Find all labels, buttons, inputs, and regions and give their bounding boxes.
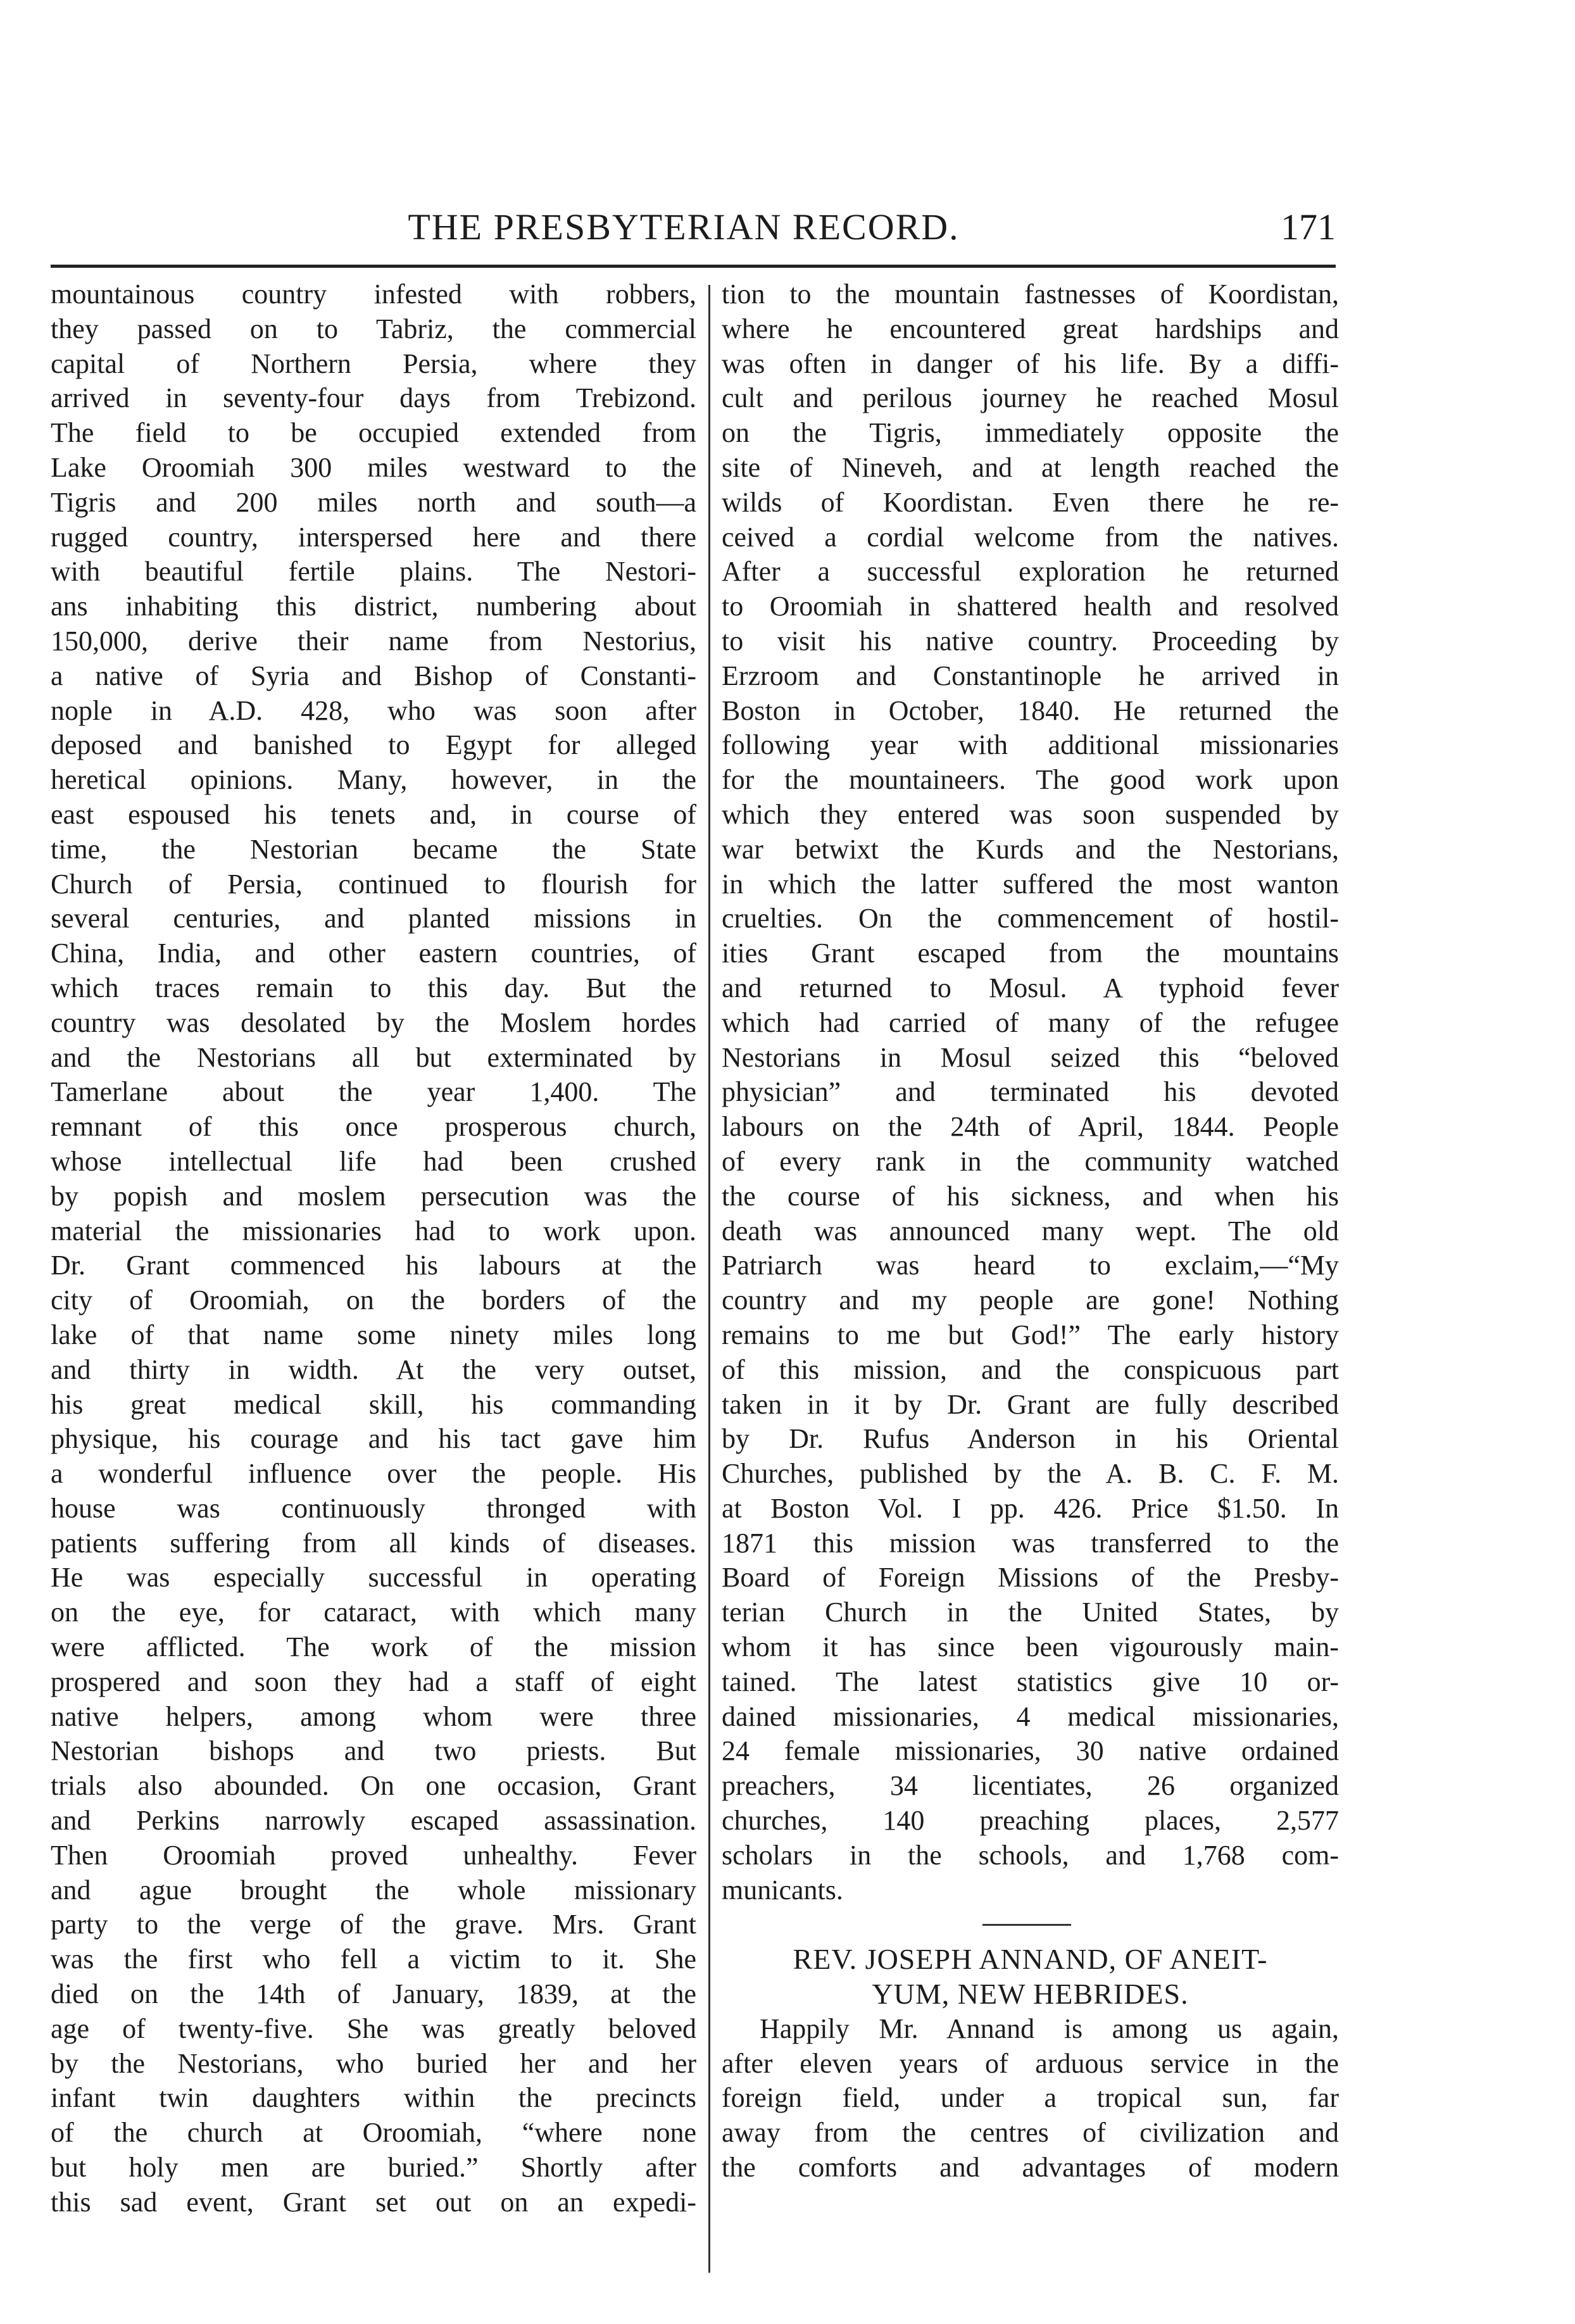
text-line: trials also abounded. On one occasion, Grant xyxy=(51,1770,696,1802)
text-line: war betwixt the Kurds and the Nestorians, xyxy=(722,833,1339,865)
text-line: After a successful exploration he returned xyxy=(722,556,1339,587)
heading-line: REV. JOSEPH ANNAND, OF ANEIT- xyxy=(793,1943,1268,1976)
text-line: terian Church in the United States, by xyxy=(722,1597,1339,1628)
text-line: by Dr. Rufus Anderson in his Oriental xyxy=(722,1423,1339,1455)
text-line: The field to be occupied extended from xyxy=(51,417,696,449)
text-line: on the eye, for cataract, with which many xyxy=(51,1597,696,1628)
text-line: a native of Syria and Bishop of Constanti- xyxy=(51,660,696,691)
text-line: which had carried of many of the refugee xyxy=(722,1007,1339,1038)
text-line: whose intellectual life had been crushed xyxy=(51,1145,696,1177)
article-body xyxy=(722,2012,1339,2185)
text-line: at Boston Vol. I pp. 426. Price $1.50. In xyxy=(722,1492,1339,1524)
text-line: Then Oroomiah proved unhealthy. Fever xyxy=(51,1839,696,1871)
text-line: the comforts and advantages of modern xyxy=(722,2152,1339,2183)
text-line: Erzroom and Constantinople he arrived in xyxy=(722,660,1339,691)
text-line: Dr. Grant commenced his labours at the xyxy=(51,1250,696,1281)
text-line: labours on the 24th of April, 1844. People xyxy=(722,1111,1339,1143)
text-line: He was especially successful in operating xyxy=(51,1562,696,1593)
text-line: Board of Foreign Missions of the Presby- xyxy=(722,1562,1339,1593)
text-line: this sad event, Grant set out on an expedi- xyxy=(51,2186,696,2218)
text-line: ities Grant escaped from the mountains xyxy=(722,938,1339,969)
text-line: of the church at Oroomiah, “where none xyxy=(51,2117,696,2149)
text-line: and Perkins narrowly escaped assassination. xyxy=(51,1805,696,1837)
text-line: was the first who fell a victim to it. She xyxy=(51,1944,696,1975)
text-line: which traces remain to this day. But the xyxy=(51,972,696,1003)
text-line: infant twin daughters within the precincts xyxy=(51,2082,696,2114)
text-line: by popish and moslem persecution was the xyxy=(51,1180,696,1212)
text-line: after eleven years of arduous service in the xyxy=(722,2047,1339,2079)
text-line: a wonderful influence over the people. His xyxy=(51,1458,696,1490)
right-column xyxy=(722,277,1339,2185)
text-line: and the Nestorians all but exterminated by xyxy=(51,1041,696,1073)
left-column xyxy=(51,277,696,2220)
text-line: ans inhabiting this district, numbering about xyxy=(51,591,696,622)
text-line: remnant of this once prosperous church, xyxy=(51,1111,696,1143)
text-line: to Oroomiah in shattered health and resolved xyxy=(722,591,1339,622)
text-line: Patriarch was heard to exclaim,—“My xyxy=(722,1250,1339,1281)
text-line: scholars in the schools, and 1,768 com- xyxy=(722,1839,1339,1871)
text-line: east espoused his tenets and, in course of xyxy=(51,798,696,830)
text-line: Churches, published by the A. B. C. F. M. xyxy=(722,1458,1339,1490)
text-line: municants. xyxy=(722,1874,843,1906)
text-line: of this mission, and the conspicuous part xyxy=(722,1354,1339,1385)
text-line: his great medical skill, his commanding xyxy=(51,1388,696,1420)
text-line: material the missionaries had to work upon. xyxy=(51,1215,696,1247)
text-line: were afflicted. The work of the mission xyxy=(51,1631,696,1663)
text-line: where he encountered great hardships and xyxy=(722,313,1339,344)
text-line: Church of Persia, continued to flourish for xyxy=(51,868,696,900)
text-line: on the Tigris, immediately opposite the xyxy=(722,417,1339,449)
text-line: and returned to Mosul. A typhoid fever xyxy=(722,972,1339,1003)
text-line: preachers, 34 licentiates, 26 organized xyxy=(722,1770,1339,1802)
section-separator-rule xyxy=(722,1907,1339,1942)
text-line: rugged country, interspersed here and there xyxy=(51,521,696,553)
heading-line: YUM, NEW HEBRIDES. xyxy=(872,1978,1189,2011)
text-line: Nestorians in Mosul seized this “beloved xyxy=(722,1041,1339,1073)
text-line: ceived a cordial welcome from the natives. xyxy=(722,521,1339,553)
text-line: Nestorian bishops and two priests. But xyxy=(51,1735,696,1767)
text-line: tion to the mountain fastnesses of Koordistan, xyxy=(722,279,1339,310)
text-line: and thirty in width. At the very outset, xyxy=(51,1354,696,1385)
text-line: which they entered was soon suspended by xyxy=(722,798,1339,830)
article-continuation xyxy=(722,277,1339,1907)
text-line: arrived in seventy-four days from Trebizond. xyxy=(51,382,696,414)
text-line: foreign field, under a tropical sun, far xyxy=(722,2082,1339,2114)
text-line: by the Nestorians, who buried her and her xyxy=(51,2047,696,2079)
text-line: Tamerlane about the year 1,400. The xyxy=(51,1076,696,1108)
text-line: cult and perilous journey he reached Mosul xyxy=(722,382,1339,414)
running-head-title: THE PRESBYTERIAN RECORD. xyxy=(408,206,960,248)
text-line: time, the Nestorian became the State xyxy=(51,833,696,865)
text-line: city of Oroomiah, on the borders of the xyxy=(51,1284,696,1316)
text-line: away from the centres of civilization and xyxy=(722,2117,1339,2149)
text-line: whom it has since been vigourously main- xyxy=(722,1631,1339,1663)
text-line: in which the latter suffered the most wanton xyxy=(722,868,1339,900)
text-line: country and my people are gone! Nothing xyxy=(722,1284,1339,1316)
text-line: lake of that name some ninety miles long xyxy=(51,1319,696,1350)
text-line: Boston in October, 1840. He returned the xyxy=(722,694,1339,726)
text-line: native helpers, among whom were three xyxy=(51,1700,696,1732)
text-line: tained. The latest statistics give 10 or- xyxy=(722,1666,1339,1697)
text-line: taken in it by Dr. Grant are fully described xyxy=(722,1388,1339,1420)
text-line: Lake Oroomiah 300 miles westward to the xyxy=(51,451,696,483)
text-line: churches, 140 preaching places, 2,577 xyxy=(722,1805,1339,1837)
text-line: the course of his sickness, and when his xyxy=(722,1180,1339,1212)
text-line: nople in A.D. 428, who was soon after xyxy=(51,694,696,726)
article-heading xyxy=(722,1942,1339,2012)
header-rule xyxy=(51,265,1336,268)
column-divider xyxy=(708,285,710,2273)
text-line: party to the verge of the grave. Mrs. Grant xyxy=(51,1909,696,1940)
text-line: wilds of Koordistan. Even there he re- xyxy=(722,486,1339,518)
text-line: Tigris and 200 miles north and south—a xyxy=(51,486,696,518)
text-line: China, India, and other eastern countries, of xyxy=(51,938,696,969)
text-line: was often in danger of his life. By a diffi- xyxy=(722,348,1339,379)
text-line: 150,000, derive their name from Nestorius, xyxy=(51,625,696,656)
text-line: capital of Northern Persia, where they xyxy=(51,348,696,379)
text-line: death was announced many wept. The old xyxy=(722,1215,1339,1247)
text-line: but holy men are buried.” Shortly after xyxy=(51,2152,696,2183)
text-line: and ague brought the whole missionary xyxy=(51,1874,696,1906)
text-line: physician” and terminated his devoted xyxy=(722,1076,1339,1108)
text-line: Happily Mr. Annand is among us again, xyxy=(760,2013,1339,2044)
text-line: with beautiful fertile plains. The Nestori- xyxy=(51,556,696,587)
text-line: remains to me but God!” The early history xyxy=(722,1319,1339,1350)
text-line: cruelties. On the commencement of hostil- xyxy=(722,903,1339,934)
text-line: to visit his native country. Proceeding by xyxy=(722,625,1339,656)
text-line: patients suffering from all kinds of diseases. xyxy=(51,1527,696,1559)
text-line: country was desolated by the Moslem hordes xyxy=(51,1007,696,1038)
text-line: physique, his courage and his tact gave him xyxy=(51,1423,696,1455)
text-line: following year with additional missionaries xyxy=(722,729,1339,761)
text-line: of every rank in the community watched xyxy=(722,1145,1339,1177)
text-line: mountainous country infested with robbers, xyxy=(51,279,696,310)
text-line: house was continuously thronged with xyxy=(51,1492,696,1524)
text-line: for the mountaineers. The good work upon xyxy=(722,764,1339,796)
text-line: 24 female missionaries, 30 native ordained xyxy=(722,1735,1339,1767)
text-line: site of Nineveh, and at length reached the xyxy=(722,451,1339,483)
text-line: several centuries, and planted missions in xyxy=(51,903,696,934)
page-number: 171 xyxy=(1281,206,1336,248)
text-line: prospered and soon they had a staff of eight xyxy=(51,1666,696,1697)
text-line: dained missionaries, 4 medical missionaries, xyxy=(722,1700,1339,1732)
text-line: died on the 14th of January, 1839, at the xyxy=(51,1978,696,2010)
text-line: they passed on to Tabriz, the commercial xyxy=(51,313,696,344)
text-line: 1871 this mission was transferred to the xyxy=(722,1527,1339,1559)
text-line: heretical opinions. Many, however, in the xyxy=(51,764,696,796)
text-line: age of twenty-five. She was greatly beloved xyxy=(51,2013,696,2044)
text-line: deposed and banished to Egypt for alleged xyxy=(51,729,696,761)
